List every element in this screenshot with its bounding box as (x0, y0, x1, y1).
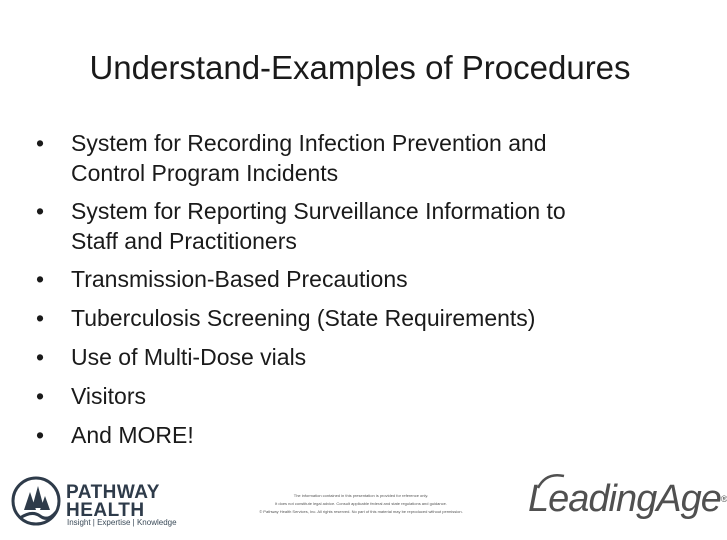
bullet-text: Use of Multi-Dose vials (71, 344, 307, 370)
bullet-item (30, 381, 690, 411)
pathway-tagline: Insight | Expertise | Knowledge (67, 518, 177, 527)
slide-title: Understand-Examples of Procedures (89, 49, 631, 86)
bullet-text: System for Recording Infection Prevention and (71, 130, 547, 156)
bullet-icon: • (35, 130, 45, 156)
fineprint-line: It does not constitute legal advice. Consult applicable federal and state regulations and guidance. (275, 501, 447, 506)
fineprint-line: The information contained in this presentation is provided for reference only. (293, 493, 429, 498)
bullet-text: Visitors (71, 383, 146, 409)
registered-mark: ® (720, 494, 727, 504)
bullet-item (30, 342, 690, 372)
bullet-item (30, 128, 690, 188)
bullet-icon: • (35, 266, 45, 292)
bullet-icon: • (35, 383, 45, 409)
bullet-item (30, 264, 690, 294)
leadingage-swoosh-icon (536, 470, 566, 492)
bullet-icon: • (35, 422, 45, 448)
bullet-text-continued: Staff and Practitioners (71, 228, 297, 254)
footer-fineprint (226, 492, 496, 516)
bullet-text: Tuberculosis Screening (State Requirements) (71, 305, 536, 331)
bullet-icon: • (35, 198, 45, 224)
bullet-icon: • (35, 305, 45, 331)
health-wordmark: HEALTH (66, 500, 145, 521)
bullet-text: Transmission-Based Precautions (71, 266, 408, 292)
pathway-wordmark: PATHWAY (66, 482, 160, 503)
bullet-item (30, 420, 690, 450)
leadingage-wordmark: LeadingAge (528, 478, 721, 520)
bullet-text: And MORE! (71, 422, 194, 448)
bullet-item (30, 196, 690, 256)
bullet-list (30, 128, 690, 459)
bullet-text: System for Reporting Surveillance Information to (71, 198, 566, 224)
bullet-item (30, 303, 690, 333)
fineprint-line: © Pathway Health Services, Inc. All rights reserved. No part of this material may be reproduced without permission. (259, 509, 463, 514)
bullet-icon: • (35, 344, 45, 370)
bullet-text-continued: Control Program Incidents (71, 160, 339, 186)
